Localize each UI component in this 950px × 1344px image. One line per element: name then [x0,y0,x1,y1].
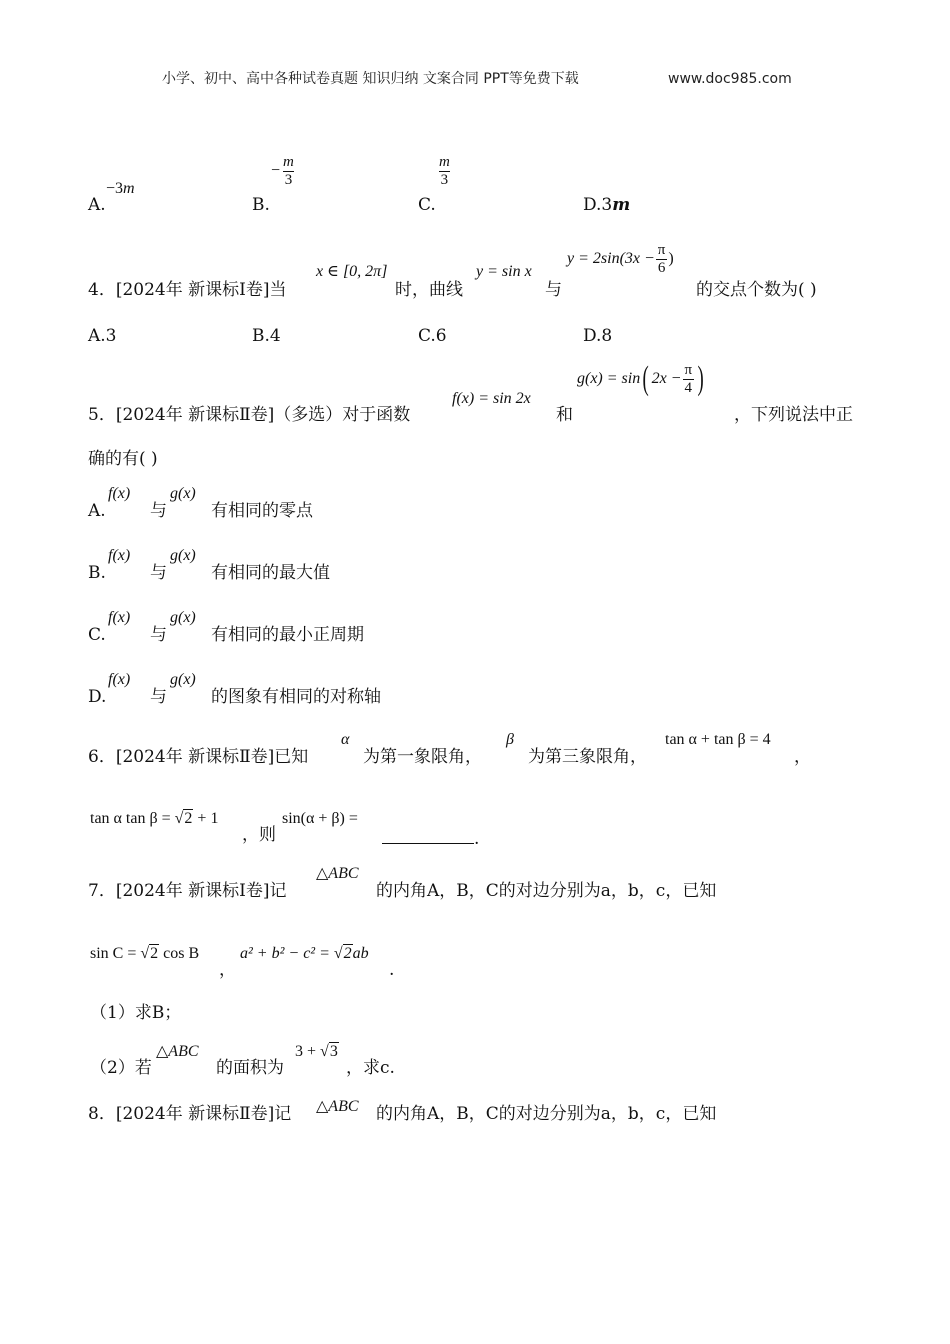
q5-suffix: ，下列说法中正 [734,405,853,425]
q5-option-b-mid: 与 [150,563,167,583]
q6-alpha: α [341,731,350,748]
q5-option-d-label: D. [88,687,107,707]
header-url: www.doc985.com [668,71,792,87]
q5-option-b-label: B. [88,563,106,583]
q7-sub-2-prefix: （2）若 [90,1058,152,1078]
q4-text-2: 与 [545,280,562,300]
q7-text: 的内角A，B，C的对边分别为a，b，c，已知 [376,881,717,901]
q5-option-a-label: A. [88,501,106,521]
q7-sub-2-value: 3 + √3 [295,1043,338,1060]
q6-then: ，则 [242,825,276,845]
q4-curve-1: y = sin x [476,263,532,280]
q8-text: 的内角A，B，C的对边分别为a，b，c，已知 [376,1104,717,1124]
q6-prefix: 6．[2024年 新课标Ⅱ卷]已知 [88,747,309,767]
q5-option-c-text: 有相同的最小正周期 [211,625,364,645]
q7-triangle: △ABC [316,865,359,882]
q3-option-d: D.3m [583,195,631,215]
sqrt: √3 [320,1043,338,1060]
q3-option-c-label: C. [418,195,436,215]
fraction: $\frac{\pi}{6}$ [657,242,666,276]
q4-option-c: C.6 [418,326,447,346]
q5-option-c-g: g(x) [170,609,196,626]
q7-eq-2: a² + b² − c² = √2ab [240,945,369,962]
sqrt: √2 [140,945,159,962]
q7-dot: . [389,960,395,980]
q5-option-b-g: g(x) [170,547,196,564]
q6-beta: β [506,731,514,748]
fraction: $\frac{m}{3}$ [439,154,450,188]
q7-eq-1: sin C = √2 cos B [90,945,200,962]
sqrt: √2 [174,810,193,827]
q3-option-b-math: − $\frac{m}{3}$ [271,154,294,188]
q3-option-a-math: −3m [106,180,135,197]
q4-prefix: 4．[2024年 新课标Ⅰ卷]当 [88,280,287,300]
q5-option-b-text: 有相同的最大值 [211,563,330,583]
q6-eq-3: sin(α + β) = [282,810,358,827]
q5-prefix: 5．[2024年 新课标Ⅱ卷]（多选）对于函数 [88,405,411,425]
q5-option-c-f: f(x) [108,609,131,626]
q8-prefix: 8．[2024年 新课标Ⅱ卷]记 [88,1104,292,1124]
q7-prefix: 7．[2024年 新课标Ⅰ卷]记 [88,881,287,901]
q7-sub-1: （1）求B； [90,1003,182,1023]
q7-comma: ， [219,960,236,980]
q5-option-d-g: g(x) [170,671,196,688]
q4-option-a: A.3 [88,326,117,346]
q3-option-a-label: A. [88,195,106,215]
q6-text-1: 为第一象限角， [363,747,482,767]
q6-comma: ， [794,747,811,767]
q5-function-g: g(x) = sin ( 2x − $\frac{\pi}{4}$ ) [577,360,704,398]
q5-line-2: 确的有( ) [88,449,158,469]
q6-answer-blank: . [382,827,479,848]
q4-text-1: 时，曲线 [395,280,463,300]
fraction: $\frac{m}{3}$ [283,154,294,188]
q5-option-d-mid: 与 [150,687,167,707]
sqrt: √2 [333,945,352,962]
q5-option-c-label: C. [88,625,106,645]
q5-option-a-mid: 与 [150,501,167,521]
q4-condition: x ∈ [0, 2π] [316,263,388,280]
q6-eq-1: tan α + tan β = 4 [665,731,771,748]
q3-option-b-label: B. [252,195,270,215]
q8-triangle: △ABC [316,1098,359,1115]
q5-option-d-text: 的图象有相同的对称轴 [211,687,381,707]
q4-curve-2: y = 2sin(3x − $\frac{\pi}{6}$ ) [567,242,674,276]
q4-suffix: 的交点个数为( ) [696,280,817,300]
q5-option-a-text: 有相同的零点 [211,501,313,521]
q5-option-a-f: f(x) [108,485,131,502]
q7-sub-2-text: 的面积为 [216,1058,284,1078]
header-banner [162,72,579,86]
q5-and: 和 [556,405,573,425]
fraction: $\frac{\pi}{4}$ [684,362,693,396]
q7-sub-2-suffix: ，求c. [346,1058,395,1078]
header-text: 小学、初中、高中各种试卷真题 知识归纳 文案合同 PPT等免费下载 [162,71,579,87]
q5-function-f: f(x) = sin 2x [452,390,531,407]
q4-option-d: D.8 [583,326,613,346]
q7-sub-2-triangle: △ABC [156,1043,199,1060]
q5-option-b-f: f(x) [108,547,131,564]
q6-text-2: 为第三象限角， [528,747,647,767]
q5-option-a-g: g(x) [170,485,196,502]
q5-option-d-f: f(x) [108,671,131,688]
q3-option-c-math [436,154,453,189]
q4-option-b: B.4 [252,326,281,346]
q6-eq-2: tan α tan β = √2 + 1 [90,810,219,827]
q5-option-c-mid: 与 [150,625,167,645]
